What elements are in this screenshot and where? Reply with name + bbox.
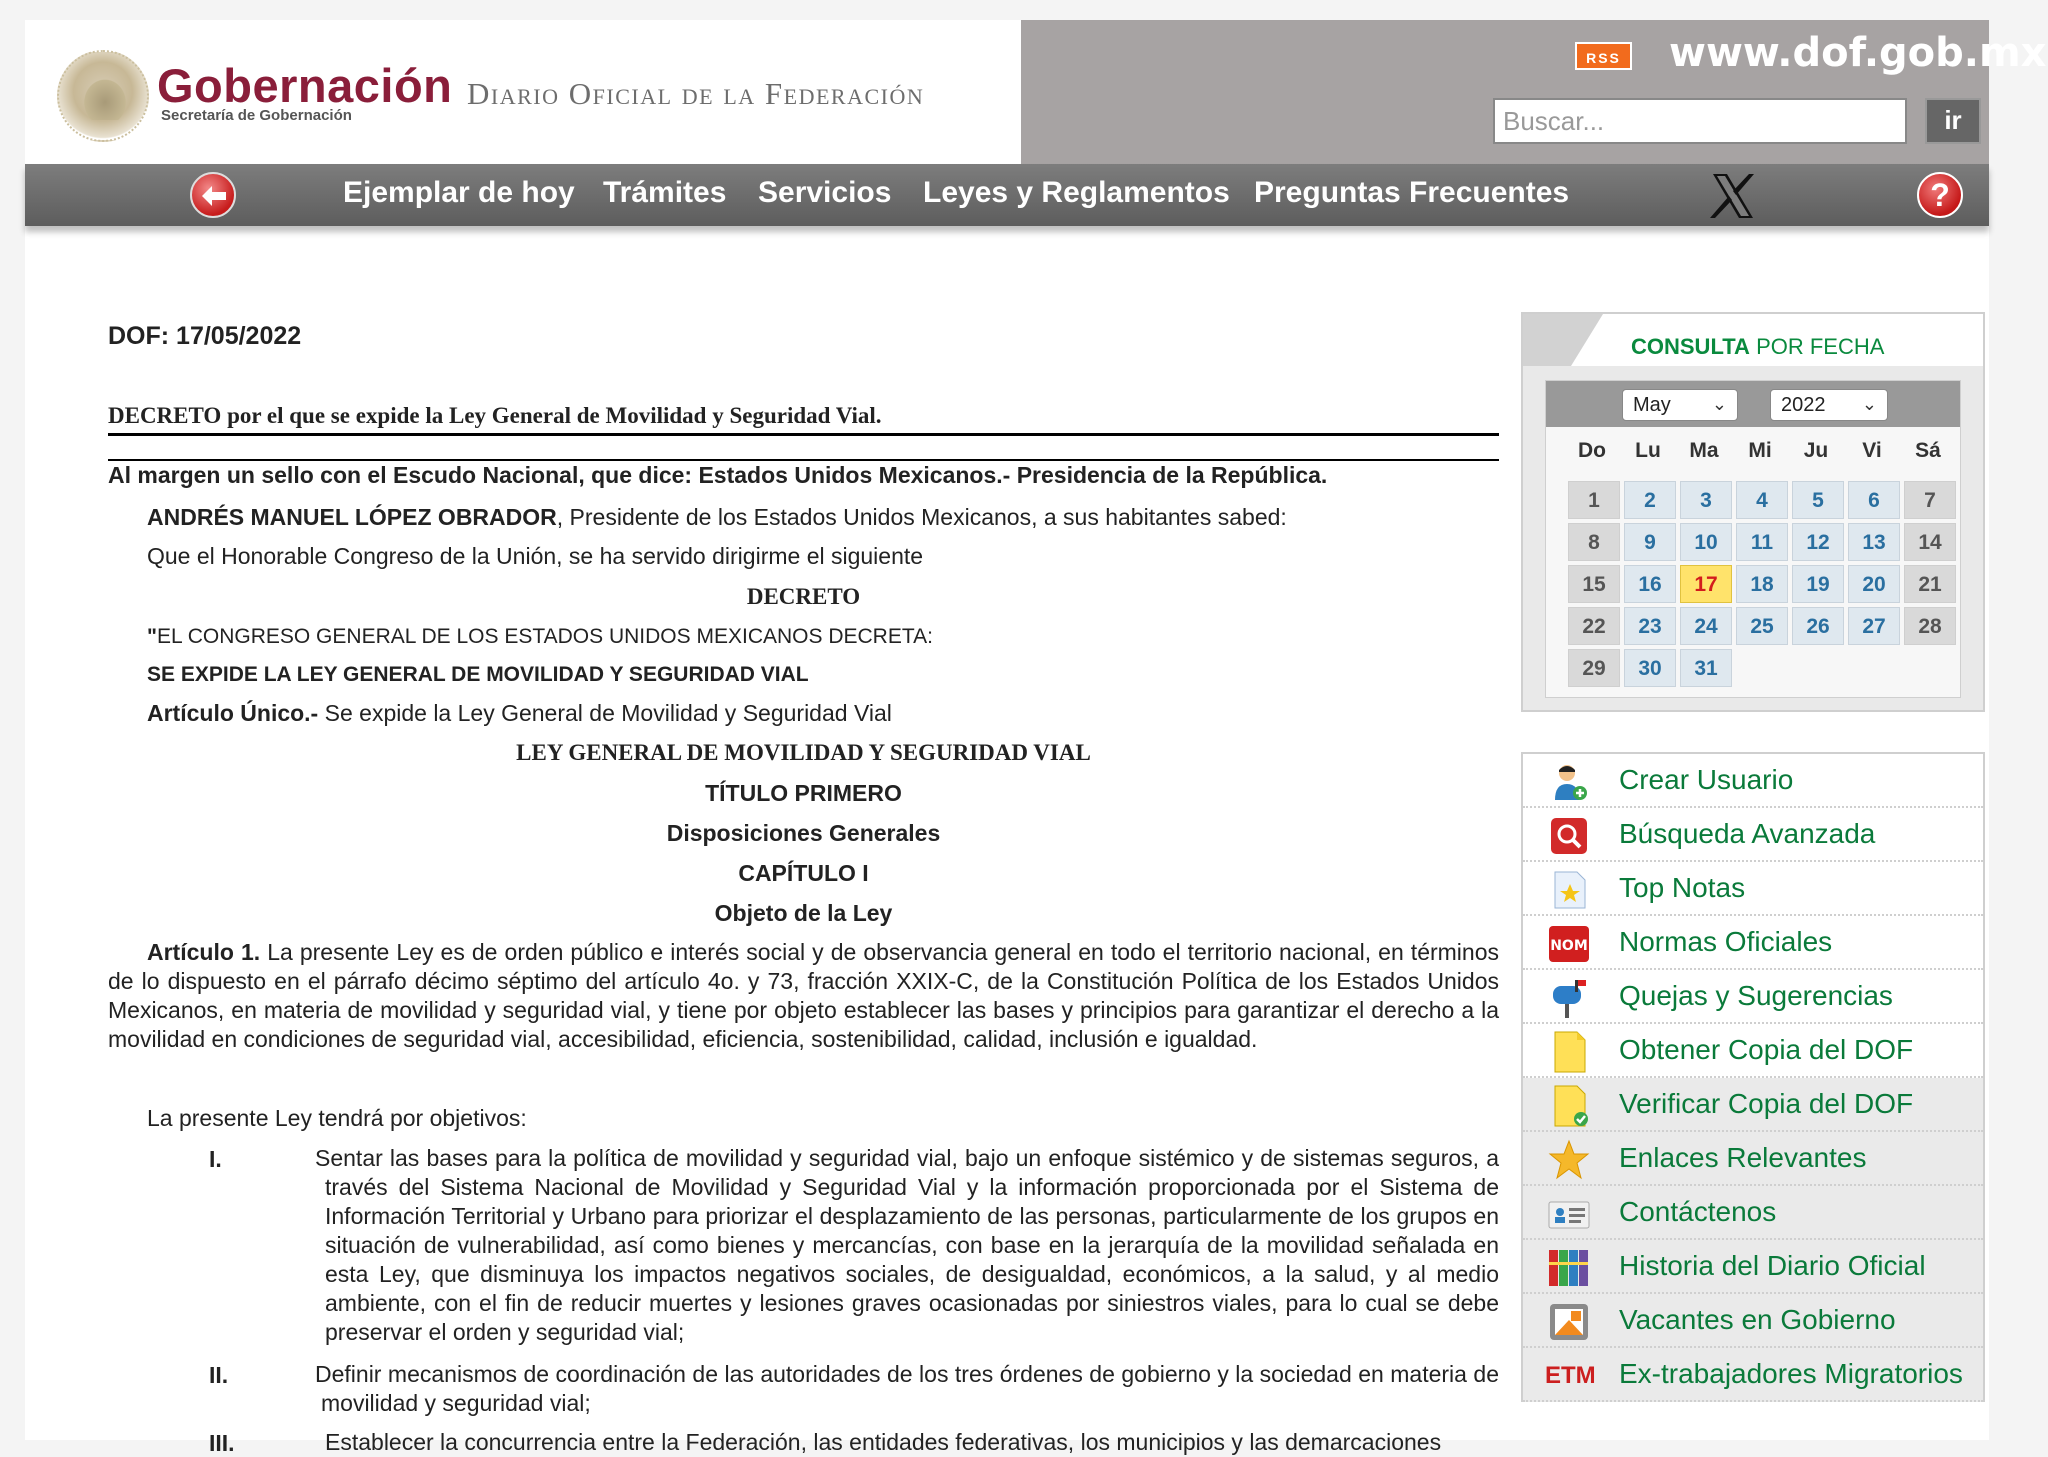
service-link-label: Vacantes en Gobierno	[1619, 1304, 1896, 1335]
congress-decreta	[147, 625, 933, 649]
calendar-day[interactable]: 10	[1680, 523, 1732, 561]
month-value: May	[1633, 394, 1671, 416]
calendar-tab-decoration	[1523, 314, 1603, 366]
capitulo-i: CAPÍTULO I	[738, 860, 869, 886]
document-icon	[1547, 1032, 1591, 1072]
weekday-label: Ju	[1803, 439, 1829, 462]
service-link[interactable]	[1523, 862, 1983, 916]
etm-icon: ETM	[1545, 1362, 1596, 1389]
search-icon	[1547, 816, 1591, 856]
calendar-day[interactable]: 8	[1568, 523, 1620, 561]
brand-title[interactable]: Gobernación	[157, 59, 453, 112]
calendar-day[interactable]: 24	[1680, 607, 1732, 645]
calendar-day[interactable]: 29	[1568, 649, 1620, 687]
calendar-grid	[1545, 380, 1961, 698]
service-link[interactable]	[1523, 1186, 1983, 1240]
calendar-day[interactable]: 4	[1736, 481, 1788, 519]
service-link[interactable]	[1523, 808, 1983, 862]
calendar-day[interactable]: 30	[1624, 649, 1676, 687]
service-link-label: Normas Oficiales	[1619, 926, 1833, 957]
rss-icon[interactable]: RSS	[1575, 42, 1632, 70]
congress-line: Que el Honorable Congreso de la Unión, se ha servido dirigirme el siguiente	[147, 543, 924, 569]
page	[25, 20, 2047, 1456]
nav-ejemplar-de-hoy[interactable]: Ejemplar de hoy	[343, 176, 575, 209]
law-title: LEY GENERAL DE MOVILIDAD Y SEGURIDAD VIAL	[516, 740, 1091, 765]
margin-note: Al margen un sello con el Escudo Nacional, que dice: Estados Unidos Mexicanos.- Presidencia de la República.	[108, 462, 1328, 488]
service-link-label: Crear Usuario	[1619, 764, 1794, 795]
nom-icon	[1547, 924, 1591, 964]
mailbox-icon	[1547, 978, 1591, 1018]
articulo-unico-text: Se expide la Ley General de Movilidad y Seguridad Vial	[318, 700, 892, 726]
service-link[interactable]	[1523, 1078, 1983, 1132]
title-rule-2	[108, 459, 1499, 461]
contact-card-icon	[1547, 1194, 1591, 1234]
star-note-icon	[1547, 870, 1591, 910]
service-link-label: Top Notas	[1619, 872, 1746, 903]
year-value: 2022	[1781, 394, 1826, 416]
title-rule	[108, 433, 1499, 436]
service-link-label: Ex-trabajadores Migratorios	[1619, 1358, 1963, 1389]
service-link[interactable]	[1523, 1132, 1983, 1186]
calendar-day[interactable]: 28	[1904, 607, 1956, 645]
calendar-day[interactable]: 22	[1568, 607, 1620, 645]
articulo-1-label: Artículo 1.	[147, 939, 261, 965]
calendar-day[interactable]: 13	[1848, 523, 1900, 561]
brand-area	[25, 20, 1021, 164]
item-numeral-iii: III.	[209, 1430, 235, 1456]
calendar-day[interactable]: 25	[1736, 607, 1788, 645]
calendar-day[interactable]: 5	[1792, 481, 1844, 519]
brand-subtitle: Secretaría de Gobernación	[161, 107, 352, 124]
calendar-day[interactable]: 9	[1624, 523, 1676, 561]
nav-servicios[interactable]: Servicios	[758, 176, 892, 209]
articulo-1	[108, 938, 1499, 1054]
service-link-label: Contáctenos	[1619, 1196, 1777, 1227]
calendar-controls	[1546, 381, 1960, 427]
dof-date: DOF: 17/05/2022	[108, 322, 302, 350]
service-link[interactable]	[1523, 916, 1983, 970]
nav-tramites[interactable]: Trámites	[603, 176, 727, 209]
titulo-primero: TÍTULO PRIMERO	[705, 780, 902, 806]
calendar-day[interactable]: 16	[1624, 565, 1676, 603]
calendar-day[interactable]: 31	[1680, 649, 1732, 687]
chevron-down-icon: ⌄	[1711, 394, 1727, 414]
site-url: www.dof.gob.mx	[1669, 30, 2047, 76]
x-social-icon[interactable]	[1707, 170, 1759, 222]
weekday-label: Sá	[1915, 439, 1941, 462]
articulo-1-text: La presente Ley es de orden público e interés social y de observancia general en todo el territorio nacional, en términos de lo dispuesto en el párrafo décimo séptimo del artículo 4o. y 73, fracción XXIX-C, de la Constitución Política de los Estados Unidos Mexicanos, en materia de movilidad y seguridad vial, y tiene por objeto establecer las bases y principios para garantizar el derecho a la movilidad en condiciones de seguridad vial, accesibilidad, eficiencia, sostenibilidad, calidad, inclusión e igualdad.	[108, 939, 1499, 1052]
service-link[interactable]	[1523, 1024, 1983, 1078]
calendar-day[interactable]: 23	[1624, 607, 1676, 645]
weekday-label: Vi	[1862, 439, 1882, 462]
weekday-label: Do	[1578, 439, 1606, 462]
item-numeral-ii: II.	[209, 1362, 229, 1388]
chevron-down-icon: ⌄	[1861, 394, 1877, 414]
header	[25, 20, 2047, 164]
calendar-title	[1631, 334, 1884, 360]
svg-text:NOM: NOM	[1550, 938, 1588, 954]
calendar-day[interactable]: 19	[1792, 565, 1844, 603]
item-text-i: Sentar las bases para la política de movilidad y seguridad vial, bajo un enfoque sistémico y de sistemas seguros, a través del Sistema Nacional de Movilidad y Seguridad Vial y la información proporcionada por el Sistema de Información Territorial y Urbano para priorizar el desplazamiento de las personas, particularmente de los grupos en situación de vulnerabilidad, así como bienes y mercancías, con base en la jerarquía de la movilidad señalada en esta Ley, que disminuya los impactos negativos sociales, de desigualdad, económicos, a la salud, y al medio ambiente, con el fin de reducir muertes y lesiones graves ocasionadas por siniestros viales, para lo cual se debe preservar el orden y seguridad vial;	[315, 1145, 1499, 1345]
calendar-day[interactable]: 20	[1848, 565, 1900, 603]
calendar-day[interactable]: 27	[1848, 607, 1900, 645]
national-seal-icon	[57, 50, 149, 142]
service-link-label: Obtener Copia del DOF	[1619, 1034, 1914, 1065]
service-link[interactable]	[1523, 1240, 1983, 1294]
calendar-day[interactable]: 6	[1848, 481, 1900, 519]
articulo-unico-label: Artículo Único.-	[147, 700, 319, 726]
help-icon[interactable]: ?	[1917, 172, 1963, 218]
star-icon	[1547, 1140, 1591, 1180]
nav-preguntas-frecuentes[interactable]: Preguntas Frecuentes	[1254, 176, 1570, 209]
objetivos-intro: La presente Ley tendrá por objetivos:	[147, 1105, 527, 1131]
calendar-header	[1523, 314, 1983, 366]
month-select[interactable]	[1622, 389, 1738, 421]
decree-title: DECRETO por el que se expide la Ley General de Movilidad y Seguridad Vial.	[108, 403, 882, 428]
service-link[interactable]	[1523, 754, 1983, 808]
calendar-day[interactable]: 7	[1904, 481, 1956, 519]
calendar-title-rest: POR FECHA	[1749, 334, 1885, 359]
calendar-day[interactable]: 26	[1792, 607, 1844, 645]
president-name: ANDRÉS MANUEL LÓPEZ OBRADOR	[147, 504, 557, 530]
calendar-title-bold: CONSULTA	[1631, 334, 1750, 359]
year-select[interactable]	[1770, 389, 1888, 421]
calendar-day[interactable]: 1	[1568, 481, 1620, 519]
president-line	[147, 504, 1287, 531]
weekday-label: Mi	[1748, 439, 1772, 462]
calendar-day[interactable]: 12	[1792, 523, 1844, 561]
calendar-day[interactable]: 17	[1680, 565, 1732, 603]
calendar-day[interactable]: 15	[1568, 565, 1620, 603]
back-arrow-icon[interactable]	[190, 172, 236, 218]
calendar-widget	[1521, 312, 1985, 712]
service-link-label: Búsqueda Avanzada	[1619, 818, 1876, 849]
search-input[interactable]	[1493, 98, 1907, 144]
header-tools	[1021, 20, 2047, 164]
calendar-day[interactable]: 3	[1680, 481, 1732, 519]
service-link[interactable]	[1523, 970, 1983, 1024]
service-link[interactable]	[1523, 1348, 1983, 1402]
calendar-day[interactable]: 21	[1904, 565, 1956, 603]
service-link-label: Quejas y Sugerencias	[1619, 980, 1893, 1011]
calendar-day[interactable]: 14	[1904, 523, 1956, 561]
item-text-iii: Establecer la concurrencia entre la Federación, las entidades federativas, los municipios y las demarcaciones	[325, 1429, 1442, 1455]
decreta-text: EL CONGRESO GENERAL DE LOS ESTADOS UNIDOS MEXICANOS DECRETA:	[156, 625, 933, 648]
user-add-icon	[1547, 762, 1591, 802]
service-link[interactable]	[1523, 1294, 1983, 1348]
objeto-de-la-ley: Objeto de la Ley	[714, 900, 893, 926]
item-text-ii: Definir mecanismos de coordinación de las autoridades de los tres órdenes de gobierno y la sociedad en materia de movilidad y seguridad vial;	[315, 1361, 1499, 1416]
calendar-day[interactable]: 18	[1736, 565, 1788, 603]
publication-name[interactable]: Diario Oficial de la Federación	[467, 76, 925, 111]
weekday-label: Ma	[1689, 439, 1719, 462]
document-check-icon	[1547, 1086, 1591, 1126]
services-panel	[1521, 752, 1985, 1402]
service-link-label: Enlaces Relevantes	[1619, 1142, 1867, 1173]
se-expide: SE EXPIDE LA LEY GENERAL DE MOVILIDAD Y SEGURIDAD VIAL	[147, 663, 809, 686]
vacancies-icon	[1547, 1302, 1591, 1342]
weekday-label: Lu	[1635, 439, 1661, 462]
nav-leyes-y-reglamentos[interactable]: Leyes y Reglamentos	[923, 176, 1230, 209]
service-link-label: Historia del Diario Oficial	[1619, 1250, 1926, 1281]
president-rest: , Presidente de los Estados Unidos Mexicanos, a sus habitantes sabed:	[556, 504, 1287, 530]
search-button[interactable]: ir	[1925, 98, 1981, 144]
calendar-day[interactable]: 11	[1736, 523, 1788, 561]
disposiciones-generales: Disposiciones Generales	[666, 820, 941, 846]
main-nav	[25, 164, 1989, 226]
item-numeral-i: I.	[209, 1146, 222, 1172]
books-icon	[1547, 1248, 1591, 1288]
calendar-day[interactable]: 2	[1624, 481, 1676, 519]
articulo-unico	[147, 700, 892, 727]
quote-mark: "	[147, 625, 157, 648]
decreto-heading: DECRETO	[746, 584, 861, 609]
service-link-label: Verificar Copia del DOF	[1619, 1088, 1914, 1119]
